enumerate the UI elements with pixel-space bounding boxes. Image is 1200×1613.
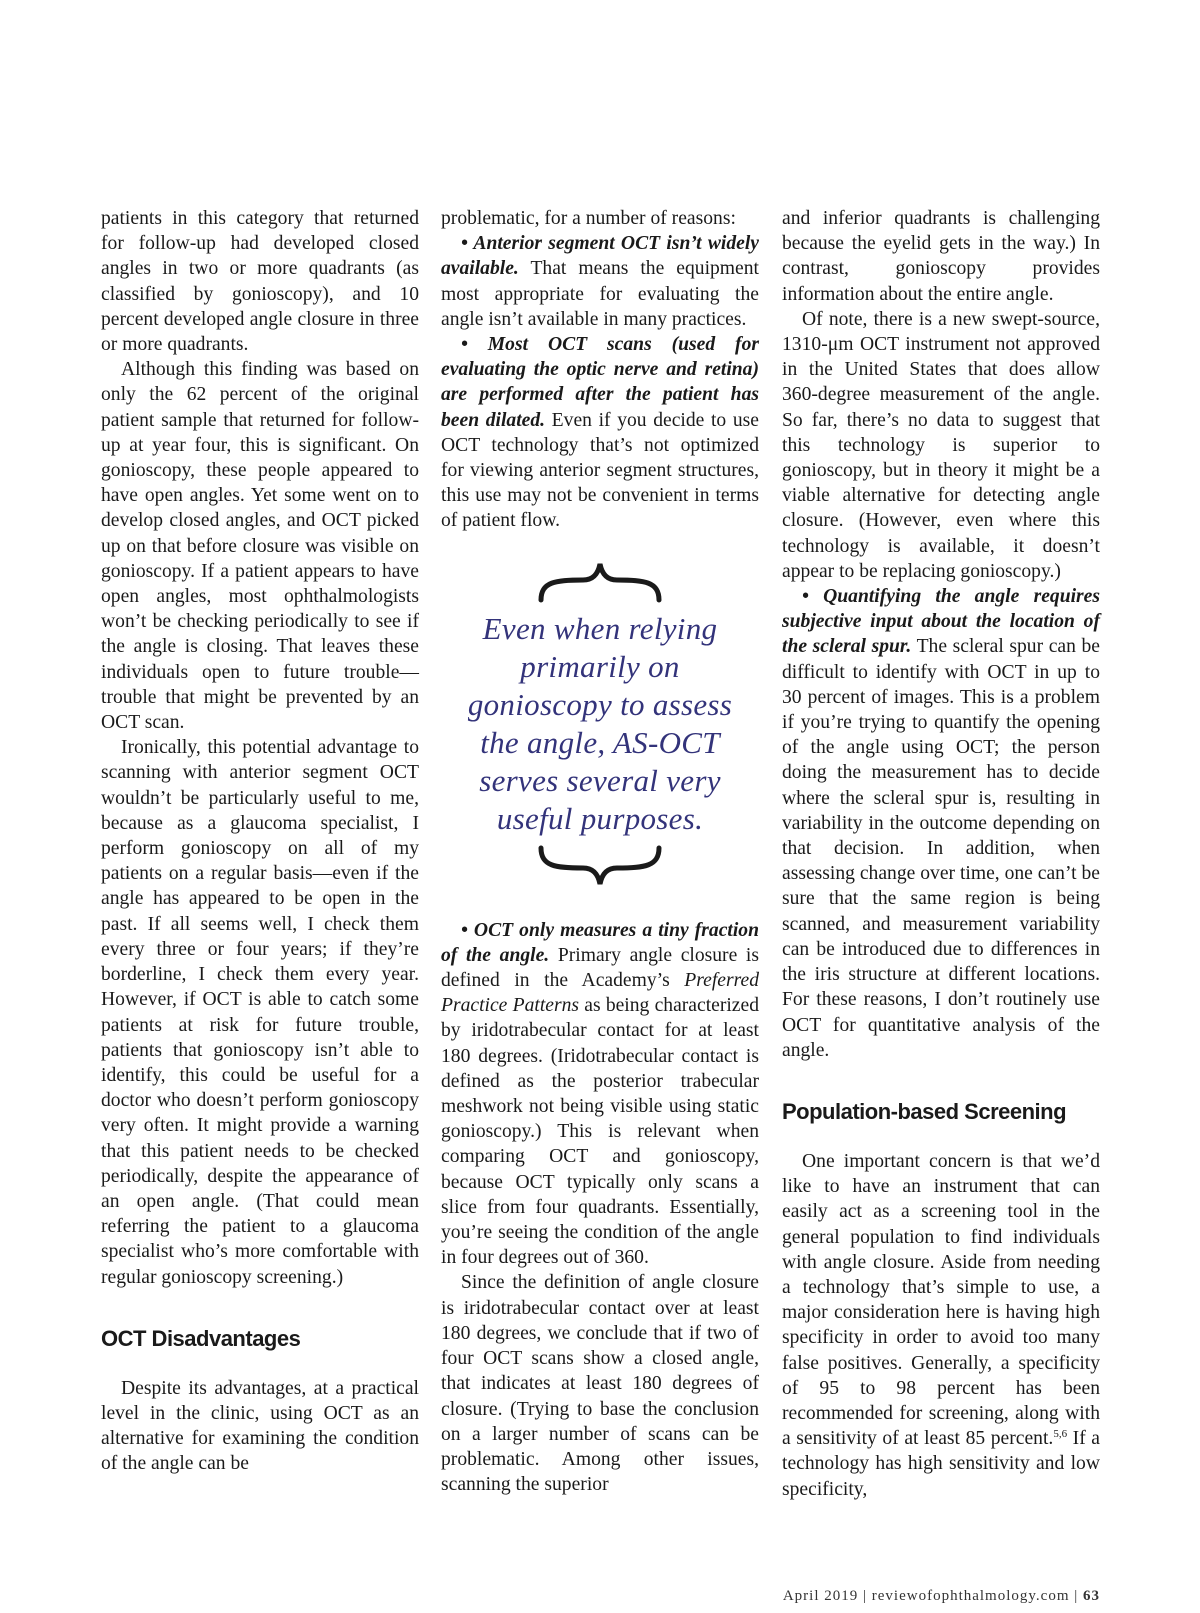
bullet-lead: • Anterior segment OCT isn’t widely available. bbox=[441, 233, 759, 280]
column-middle bbox=[441, 206, 759, 1497]
bullet-text: Primary angle closure is defined in the Academy’s bbox=[441, 944, 759, 992]
page-number: 63 bbox=[1083, 1588, 1100, 1604]
pull-quote bbox=[441, 560, 759, 888]
bullet-item bbox=[441, 231, 759, 332]
page-footer bbox=[600, 1588, 1100, 1605]
bullet-text: Even if you decide to use OCT technology that’s not optimized for viewing anterior segment structures, this use may not be convenient in terms of patient flow. bbox=[441, 409, 759, 532]
pull-quote-text: Even when relying primarily on gonioscopy to assess the angle, AS-OCT serves several very useful purposes. bbox=[467, 610, 733, 836]
curly-brace-top-icon bbox=[535, 560, 665, 606]
paragraph-text: If a technology has high sensitivity and low specificity, bbox=[782, 1428, 1101, 1500]
curly-brace-bottom-icon bbox=[535, 842, 665, 888]
paragraph: Ironically, this potential advantage to scanning with anterior segment OCT wouldn’t be particularly useful to me, because as a glaucoma specialist, I perform gonioscopy on all of my patients on a regular basis—even if the angle has appeared to be open in the past. If all seems well, I check them every three or four years; if they’re borderline, I check them every year. However, if OCT is able to catch some patients at risk for future trouble, patients that gonioscopy isn’t able to identify, this could be useful for a doctor who doesn’t perform gonioscopy very often. It might provide a warning that this patient needs to be checked periodically, despite the appearance of an open angle. (That could mean referring the patient to a glaucoma specialist who’s more comfortable with regular gonioscopy screening.) bbox=[101, 737, 419, 1288]
footer-text: April 2019 | reviewofophthalmology.com | bbox=[782, 1588, 1083, 1604]
bullet-item bbox=[441, 332, 759, 534]
paragraph: and inferior quadrants is challenging because the eyelid gets in the way.) In contrast, gonioscopy provides information about the entire angle. bbox=[782, 208, 1100, 305]
column-right bbox=[782, 206, 1100, 1502]
paragraph bbox=[782, 1149, 1100, 1502]
paragraph: Since the definition of angle closure is iridotrabecular contact over at least 180 degrees, we conclude that if two of four OCT scans show a closed angle, that indicates at least 180 degrees of closure. (Trying to base the conclusion on a larger number of scans can be problematic. Among other issues, scanning the superior bbox=[441, 1272, 759, 1496]
paragraph: problematic, for a number of reasons: bbox=[441, 208, 736, 229]
section-heading-oct-disadvantages: OCT Disadvantages bbox=[101, 1325, 301, 1351]
bullet-lead: • Most OCT scans (used for evaluating the optic nerve and retina) are performed after the patient has been dilated. bbox=[441, 334, 759, 431]
italic-title: Preferred Practice Patterns bbox=[441, 970, 759, 1017]
paragraph-text: One important concern is that we’d like to have an instrument that can easily act as a screening tool in the general population to find individuals with angle closure. Aside from needing a technology that’s simple to use, a major consideration here is having high specificity in order to avoid too many false positives. Generally, a specificity of 95 to 98 percent has been recommended for screening, along with a sensitivity of at least 85 percent. bbox=[782, 1150, 1100, 1450]
bullet-item bbox=[441, 918, 759, 1271]
citation-superscript: 5,6 bbox=[1053, 1428, 1068, 1441]
bullet-text: That means the equipment most appropriate for evaluating the angle isn’t available in many practices. bbox=[441, 258, 759, 330]
column-left bbox=[101, 206, 419, 1477]
paragraph: Of note, there is a new swept-source, 1310-μm OCT instrument not approved in the United States that does allow 360-degree measurement of the angle. So far, there’s no data to suggest that this technology is superior to gonioscopy, but in theory it might be a viable alternative for detecting angle closure. (However, even where this technology is available, it doesn’t appear to be replacing gonioscopy.) bbox=[782, 308, 1100, 582]
paragraph: patients in this category that returned for follow-up had developed closed angles in two or more quadrants (as classified by gonioscopy), and 10 percent developed angle closure in three or more quadrants. bbox=[101, 208, 419, 356]
paragraph: Despite its advantages, at a practical level in the clinic, using OCT as an alternative for examining the condition of the angle can be bbox=[101, 1377, 419, 1475]
bullet-text: as being characterized by iridotrabecular contact for at least 180 degrees. (Iridotrabecular contact is defined as the posterior trabecular meshwork not being visible using static gonioscopy.) This is relevant when comparing OCT and gonioscopy, because OCT typically only scans a slice from four quadrants. Essentially, you’re seeing the condition of the angle in four degrees out of 360. bbox=[441, 995, 759, 1269]
bullet-item bbox=[782, 584, 1100, 1063]
bullet-text: The scleral spur can be difficult to identify with OCT in up to 30 percent of images. This is a problem if you’re trying to quantify the opening of the angle using OCT; the person doing the measurement has to decide where the scleral spur is, resulting in variability in the outcome depending on that decision. In addition, when assessing change over time, one can’t be sure that the same region is being scanned, and measurement variability can be introduced due to differences in the iris structure at different locations. For these reasons, I don’t routinely use OCT for quantitative analysis of the angle. bbox=[782, 636, 1100, 1061]
bullet-lead: • Quantifying the angle requires subjective input about the location of the scleral spur. bbox=[782, 586, 1100, 658]
section-heading-population-screening: Population-based Screening bbox=[782, 1098, 1067, 1124]
paragraph: Although this finding was based on only the 62 percent of the original patient sample that returned for follow-up at year four, this is significant. On gonioscopy, these people appeared to have open angles. Yet some went on to develop closed angles, and OCT picked up on that before closure was visible on gonioscopy. If a patient appears to have open angles, most ophthalmologists won’t be checking periodically to see if the angle is closing. That leaves these individuals open to future trouble—trouble that might be prevented by an OCT scan. bbox=[101, 359, 419, 734]
bullet-lead: • OCT only measures a tiny fraction of the angle. bbox=[441, 919, 759, 966]
